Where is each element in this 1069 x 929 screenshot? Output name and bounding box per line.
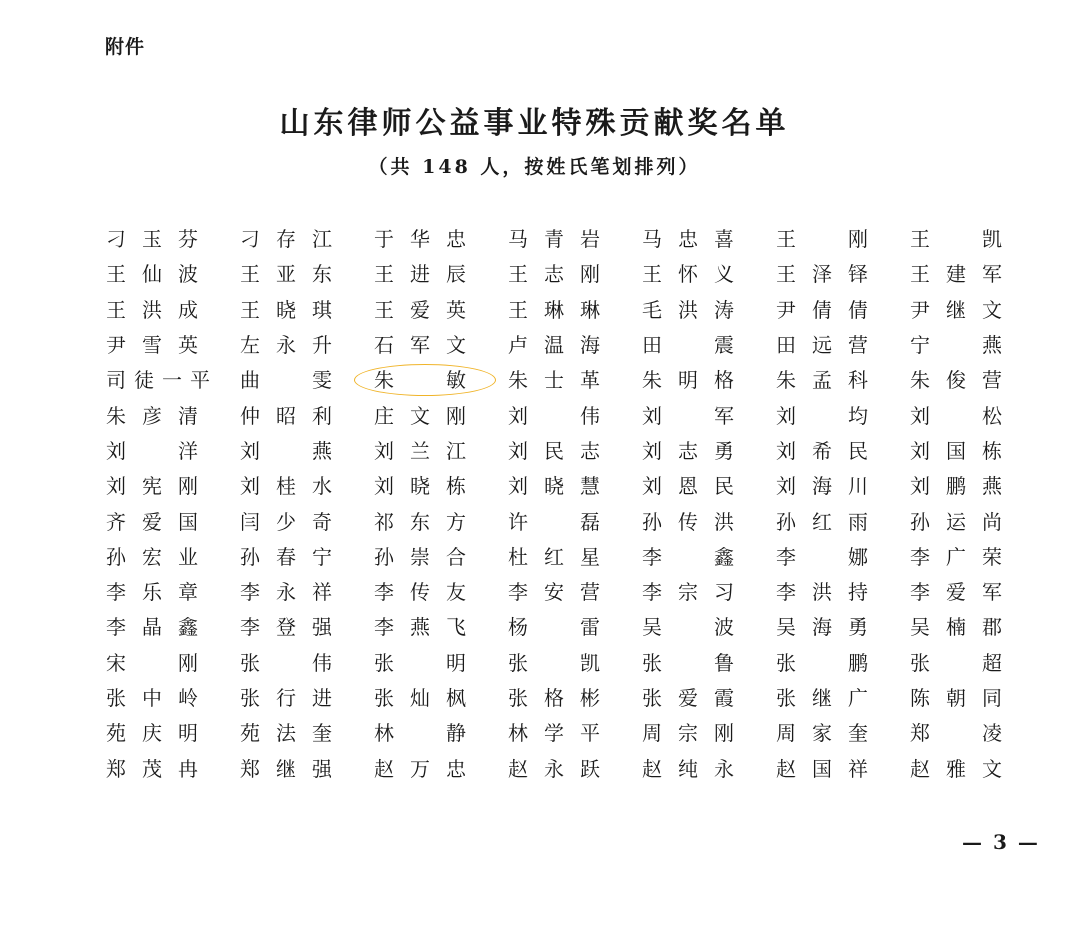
person-name: 朱 俊 营 xyxy=(910,368,1002,393)
name-cell xyxy=(906,573,1040,608)
person-name: 李 洪 持 xyxy=(776,580,868,605)
name-cell xyxy=(906,608,1040,643)
name-cell xyxy=(504,749,638,784)
name-cell xyxy=(772,538,906,573)
person-name: 孙 传 洪 xyxy=(642,509,734,534)
person-name: 司 徒 一 平 xyxy=(106,368,210,393)
person-name: 李 广 荣 xyxy=(910,544,1002,569)
name-cell xyxy=(370,644,504,679)
name-cell xyxy=(504,608,638,643)
name-cell xyxy=(236,608,370,643)
name-cell xyxy=(906,714,1040,749)
person-name: 苑 法 奎 xyxy=(240,721,332,746)
person-name: 王 亚 东 xyxy=(240,262,332,287)
person-name: 仲 昭 利 xyxy=(240,403,332,428)
person-name: 赵 万 忠 xyxy=(374,756,466,781)
name-cell xyxy=(236,502,370,537)
person-name: 朱 彦 清 xyxy=(106,403,198,428)
name-cell xyxy=(504,538,638,573)
name-cell xyxy=(638,291,772,326)
person-name: 王 志 刚 xyxy=(508,262,600,287)
name-cell xyxy=(906,749,1040,784)
person-name: 林 学 平 xyxy=(508,721,600,746)
person-name: 刘 恩 民 xyxy=(642,474,734,499)
person-name: 朱 敏 xyxy=(374,368,466,393)
person-name: 吴 楠 郡 xyxy=(910,615,1002,640)
person-name: 王 凯 xyxy=(910,227,1002,252)
person-name: 林 静 xyxy=(374,721,466,746)
name-cell xyxy=(638,714,772,749)
name-cell xyxy=(236,361,370,396)
person-name: 刘 军 xyxy=(642,403,734,428)
name-cell xyxy=(102,573,236,608)
person-name: 刘 晓 慧 xyxy=(508,474,600,499)
person-name: 张 爱 霞 xyxy=(642,686,734,710)
person-name: 毛 洪 涛 xyxy=(642,297,734,322)
person-name: 宁 燕 xyxy=(910,333,1002,358)
person-name: 赵 纯 永 xyxy=(642,756,734,781)
person-name: 卢 温 海 xyxy=(508,333,600,358)
person-name: 孙 运 尚 xyxy=(910,509,1002,534)
person-name: 王 进 辰 xyxy=(374,262,466,287)
name-cell xyxy=(504,255,638,290)
person-name: 曲 雯 xyxy=(240,368,332,393)
name-cell xyxy=(772,396,906,431)
name-cell xyxy=(102,396,236,431)
person-name: 闫 少 奇 xyxy=(240,509,332,534)
name-cell xyxy=(236,326,370,361)
person-name: 李 燕 飞 xyxy=(374,615,466,640)
name-cell xyxy=(236,573,370,608)
page-number: — 3 — xyxy=(962,830,1040,854)
person-name: 左 永 升 xyxy=(240,333,332,358)
person-name: 张 鹏 xyxy=(776,650,868,675)
name-cell xyxy=(906,467,1040,502)
person-name: 刘 兰 江 xyxy=(374,438,466,463)
person-name: 于 华 忠 xyxy=(374,227,466,252)
name-cell xyxy=(638,467,772,502)
person-name: 李 宗 习 xyxy=(642,580,734,605)
name-cell xyxy=(638,573,772,608)
name-cell xyxy=(638,644,772,679)
person-name: 周 宗 刚 xyxy=(642,721,734,746)
name-cell xyxy=(236,432,370,467)
name-cell xyxy=(772,749,906,784)
person-name: 王 建 军 xyxy=(910,262,1002,287)
name-cell xyxy=(370,749,504,784)
person-name: 吴 波 xyxy=(642,615,734,640)
name-cell xyxy=(504,644,638,679)
person-name: 刘 洋 xyxy=(106,438,198,463)
name-cell xyxy=(370,255,504,290)
person-name: 吴 海 勇 xyxy=(776,615,868,640)
person-name: 石 军 文 xyxy=(374,333,466,358)
name-cell xyxy=(504,220,638,255)
name-cell xyxy=(638,396,772,431)
person-name: 尹 雪 英 xyxy=(106,333,198,358)
name-cell xyxy=(102,291,236,326)
name-cell xyxy=(638,255,772,290)
name-cell xyxy=(102,467,236,502)
person-name: 王 琳 琳 xyxy=(508,297,600,322)
person-name: 李 登 强 xyxy=(240,615,332,640)
name-cell xyxy=(370,432,504,467)
person-name: 刘 伟 xyxy=(508,403,600,428)
person-name: 张 伟 xyxy=(240,650,332,675)
person-name: 孙 红 雨 xyxy=(776,509,868,534)
person-name: 刘 民 志 xyxy=(508,438,600,463)
name-list-grid xyxy=(102,220,1022,785)
name-cell xyxy=(370,326,504,361)
person-name: 刘 晓 栋 xyxy=(374,474,466,499)
person-name: 王 刚 xyxy=(776,227,868,252)
person-name: 陈 朝 同 xyxy=(910,686,1002,710)
person-name: 尹 倩 倩 xyxy=(776,297,868,322)
name-cell xyxy=(236,714,370,749)
name-cell xyxy=(370,608,504,643)
name-cell xyxy=(504,502,638,537)
person-name: 张 中 岭 xyxy=(106,686,198,710)
name-cell xyxy=(772,291,906,326)
name-cell xyxy=(772,255,906,290)
name-cell xyxy=(236,749,370,784)
name-cell xyxy=(906,396,1040,431)
name-cell xyxy=(772,220,906,255)
name-cell xyxy=(906,361,1040,396)
document-subtitle: （共 148 人，按姓氏笔划排列） xyxy=(368,156,701,178)
highlighted-name-cell xyxy=(370,361,504,396)
person-name: 刘 均 xyxy=(776,403,868,428)
person-name: 赵 雅 文 xyxy=(910,756,1002,781)
person-name: 王 洪 成 xyxy=(106,297,198,322)
name-cell xyxy=(504,467,638,502)
person-name: 王 晓 琪 xyxy=(240,297,332,322)
name-cell xyxy=(370,714,504,749)
name-cell xyxy=(906,291,1040,326)
name-cell xyxy=(102,679,236,714)
name-cell xyxy=(504,714,638,749)
person-name: 刁 玉 芬 xyxy=(106,227,198,252)
person-name: 李 晶 鑫 xyxy=(106,615,198,640)
name-cell xyxy=(102,361,236,396)
person-name: 李 爱 军 xyxy=(910,580,1002,605)
person-name: 刘 志 勇 xyxy=(642,438,734,463)
person-name: 张 继 广 xyxy=(776,686,868,710)
name-cell xyxy=(504,432,638,467)
name-cell xyxy=(906,255,1040,290)
person-name: 许 磊 xyxy=(508,509,600,534)
person-name: 刘 燕 xyxy=(240,438,332,463)
person-name: 孙 宏 业 xyxy=(106,544,198,569)
name-cell xyxy=(638,502,772,537)
name-cell xyxy=(370,573,504,608)
person-name: 朱 孟 科 xyxy=(776,368,868,393)
name-cell xyxy=(638,361,772,396)
name-cell xyxy=(236,644,370,679)
name-cell xyxy=(102,714,236,749)
person-name: 尹 继 文 xyxy=(910,297,1002,322)
person-name: 郑 凌 xyxy=(910,721,1002,746)
name-cell xyxy=(906,644,1040,679)
name-cell xyxy=(102,502,236,537)
name-cell xyxy=(504,573,638,608)
name-cell xyxy=(504,326,638,361)
name-cell xyxy=(102,255,236,290)
person-name: 祁 东 方 xyxy=(374,509,466,534)
name-cell xyxy=(102,432,236,467)
name-cell xyxy=(638,608,772,643)
attachment-label: 附件 xyxy=(105,36,146,58)
name-cell xyxy=(102,644,236,679)
person-name: 刘 海 川 xyxy=(776,474,868,499)
person-name: 李 安 营 xyxy=(508,580,600,605)
document-title: 山东律师公益事业特殊贡献奖名单 xyxy=(279,106,790,141)
name-cell xyxy=(102,538,236,573)
person-name: 李 鑫 xyxy=(642,544,734,569)
person-name: 刘 鹏 燕 xyxy=(910,474,1002,499)
person-name: 李 娜 xyxy=(776,544,868,569)
name-cell xyxy=(772,326,906,361)
name-cell xyxy=(772,502,906,537)
person-name: 王 泽 铎 xyxy=(776,262,868,287)
name-cell xyxy=(906,502,1040,537)
person-name: 王 怀 义 xyxy=(642,262,734,287)
person-name: 刘 宪 刚 xyxy=(106,474,198,499)
person-name: 刘 希 民 xyxy=(776,438,868,463)
person-name: 张 鲁 xyxy=(642,650,734,675)
person-name: 刘 国 栋 xyxy=(910,438,1002,463)
name-cell xyxy=(236,396,370,431)
name-cell xyxy=(504,361,638,396)
person-name: 齐 爱 国 xyxy=(106,509,198,534)
name-cell xyxy=(370,679,504,714)
name-cell xyxy=(370,502,504,537)
person-name: 田 远 营 xyxy=(776,333,868,358)
person-name: 刘 松 xyxy=(910,403,1002,428)
name-cell xyxy=(906,679,1040,714)
name-cell xyxy=(772,714,906,749)
name-cell xyxy=(236,467,370,502)
person-name: 朱 明 格 xyxy=(642,368,734,393)
person-name: 张 明 xyxy=(374,650,466,675)
person-name: 刁 存 江 xyxy=(240,227,332,252)
name-cell xyxy=(772,644,906,679)
name-cell xyxy=(504,291,638,326)
person-name: 杨 雷 xyxy=(508,615,600,640)
person-name: 王 仙 波 xyxy=(106,262,198,287)
name-cell xyxy=(772,608,906,643)
person-name: 张 凯 xyxy=(508,650,600,675)
person-name: 赵 永 跃 xyxy=(508,756,600,781)
name-cell xyxy=(772,467,906,502)
name-cell xyxy=(772,432,906,467)
person-name: 李 乐 章 xyxy=(106,580,198,605)
name-cell xyxy=(638,749,772,784)
name-cell xyxy=(236,291,370,326)
person-name: 王 爱 英 xyxy=(374,297,466,322)
person-name: 苑 庆 明 xyxy=(106,721,198,746)
person-name: 杜 红 星 xyxy=(508,544,600,569)
person-name: 朱 士 革 xyxy=(508,368,600,393)
name-cell xyxy=(638,326,772,361)
name-cell xyxy=(906,326,1040,361)
name-cell xyxy=(236,538,370,573)
name-cell xyxy=(370,467,504,502)
person-name: 马 忠 喜 xyxy=(642,227,734,252)
person-name: 田 震 xyxy=(642,333,734,358)
name-cell xyxy=(370,538,504,573)
name-cell xyxy=(102,608,236,643)
person-name: 张 超 xyxy=(910,650,1002,675)
name-cell xyxy=(102,220,236,255)
name-cell xyxy=(236,679,370,714)
name-cell xyxy=(504,396,638,431)
name-cell xyxy=(504,679,638,714)
person-name: 马 青 岩 xyxy=(508,227,600,252)
name-cell xyxy=(906,220,1040,255)
name-cell xyxy=(236,255,370,290)
name-cell xyxy=(638,679,772,714)
person-name: 周 家 奎 xyxy=(776,721,868,746)
name-cell xyxy=(370,220,504,255)
person-name: 孙 春 宁 xyxy=(240,544,332,569)
person-name: 赵 国 祥 xyxy=(776,756,868,781)
person-name: 庄 文 刚 xyxy=(374,403,466,428)
person-name: 李 永 祥 xyxy=(240,580,332,605)
name-cell xyxy=(638,538,772,573)
person-name: 李 传 友 xyxy=(374,580,466,605)
name-cell xyxy=(906,432,1040,467)
person-name: 刘 桂 水 xyxy=(240,474,332,499)
name-cell xyxy=(772,573,906,608)
name-cell xyxy=(370,396,504,431)
name-cell xyxy=(236,220,370,255)
person-name: 张 灿 枫 xyxy=(374,686,466,710)
name-cell xyxy=(638,432,772,467)
person-name: 张 行 进 xyxy=(240,686,332,710)
name-cell xyxy=(370,291,504,326)
name-cell xyxy=(102,326,236,361)
name-cell xyxy=(638,220,772,255)
name-cell xyxy=(906,538,1040,573)
person-name: 郑 继 强 xyxy=(240,756,332,781)
person-name: 张 格 彬 xyxy=(508,686,600,710)
person-name: 孙 崇 合 xyxy=(374,544,466,569)
person-name: 郑 茂 冉 xyxy=(106,756,198,781)
name-cell xyxy=(772,679,906,714)
name-cell xyxy=(772,361,906,396)
person-name: 宋 刚 xyxy=(106,650,198,675)
name-cell xyxy=(102,749,236,784)
